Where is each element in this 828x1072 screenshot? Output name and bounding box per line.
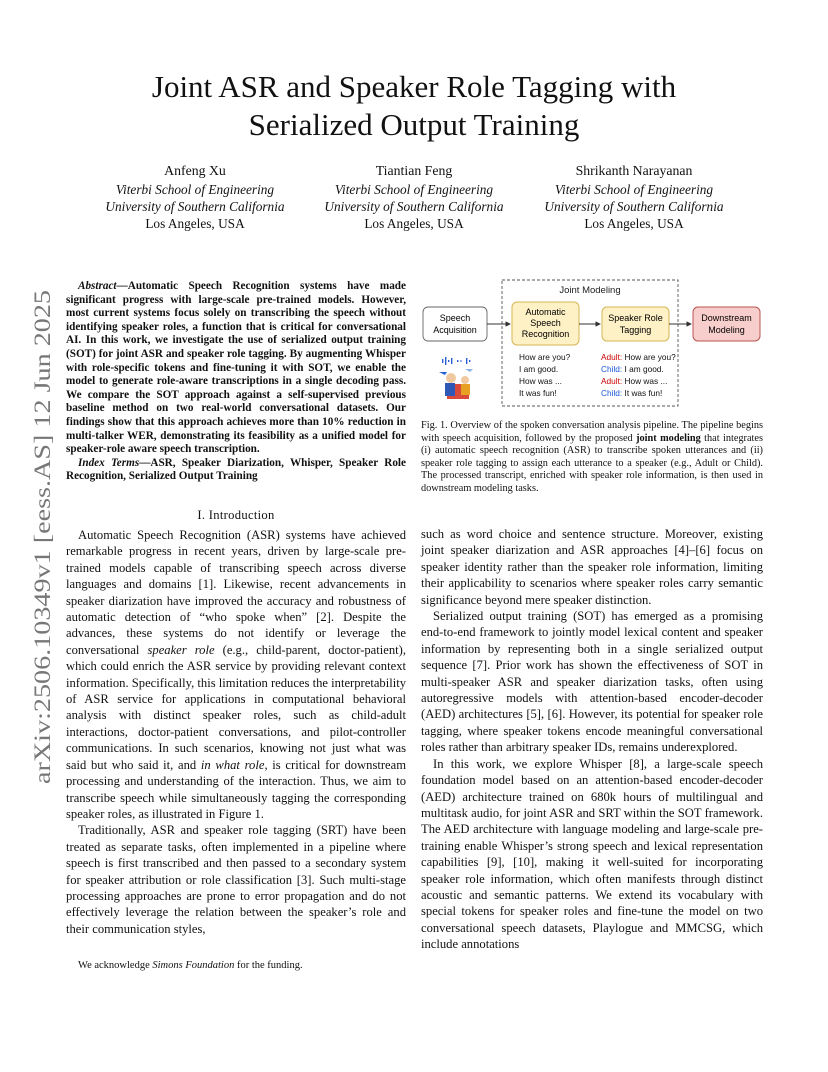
role-line: Child: It was fun! <box>601 388 663 398</box>
intro-paragraph-5: In this work, we explore Whisper [8], a large-scale speech foundation model based on an attention-based encoder-decoder (AED) architecture trained on 680k hours of multilingual and multitask audio, for joint ASR and SRT within the SOT framework. The AED architecture with language modeling and large-scale pre-training enable Whisper’s strong speech and lexical representation capabilities [9], [10], making it well-suited for incorporating speaker role information, which often manifests through distinct acoustic and semantic patterns. We extend its vocabulary with special tokens for speaker roles and fine-tune the model on two conversational speech datasets, Playlogue and MMCSG, which include annotations <box>421 756 763 952</box>
abstract-label: Abstract <box>78 280 117 292</box>
role-tag-child: Child: <box>601 388 623 398</box>
role-output-lines <box>601 352 676 398</box>
emphasis: speaker role <box>147 642 215 657</box>
right-column-body <box>421 526 763 953</box>
waveform-icon <box>442 357 470 365</box>
joint-modeling-label: Joint Modeling <box>559 285 621 296</box>
emphasis: in what role <box>200 757 265 772</box>
left-column-body <box>66 527 406 937</box>
author-name: Anfeng Xu <box>164 163 226 178</box>
author-univ: University of Southern California <box>105 199 285 214</box>
author-block-3 <box>519 162 749 232</box>
title-line-2: Serialized Output Training <box>248 107 580 142</box>
asr-line: I am good. <box>519 364 559 374</box>
author-name: Tiantian Feng <box>375 163 453 178</box>
intro-paragraph-1: Automatic Speech Recognition (ASR) systems have achieved remarkable progress in recent years, driven by large-scale pre-trained models capable of transcribing speech across diverse languages and domains [1]. Likewise, recent advancements in speaker diarization have improved the accuracy and robustness of automatic detection of “who spoke when” [2]. Despite the advances, these systems do not identify or leverage the conversational speaker role (e.g., child-parent, doctor-patient), which could enrich the ASR service by providing relevant context information. Specifically, this limitation reduces the interpretability of ASR service for applications in computational behavioral analysis with distinct speaker roles, such as child-adult interactions, doctor-patient conversations, and pilot-controller communications. In such scenarios, knowing not just what was said but who said it, and in what role, is critical for downstream processing and understanding of the interaction. Thus, we aim to transcribe speech while simultaneously tagging the corresponding speaker roles, as illustrated in Figure 1. <box>66 528 407 821</box>
author-location: Los Angeles, USA <box>364 216 464 231</box>
author-univ: University of Southern California <box>324 199 504 214</box>
figure-1-caption: Fig. 1. Overview of the spoken conversation analysis pipeline. The pipeline begins with speech acquisition, followed by the proposed joint modeling that integrates (i) automatic speech recognition (ASR) to transcribe spoken utterances and (ii) speaker role tagging to assign each utterance to a speaker (e.g., Adult or Child). The processed transcript, enriched with speaker role information, is then used in downstream modeling tasks. <box>421 420 763 494</box>
asr-line: How was ... <box>519 376 562 386</box>
asr-line: It was fun! <box>519 388 557 398</box>
section-heading-introduction: I. Introduction <box>197 508 275 522</box>
paper-title <box>60 68 768 144</box>
author-location: Los Angeles, USA <box>145 216 245 231</box>
downstream-label: Modeling <box>708 325 745 335</box>
author-dept: Viterbi School of Engineering <box>115 182 275 197</box>
asr-output-lines <box>519 352 571 398</box>
asr-label: Recognition <box>521 329 570 339</box>
abstract-paragraph <box>66 280 406 457</box>
role-tag-adult: Adult: <box>601 352 623 362</box>
author-location: Los Angeles, USA <box>584 216 684 231</box>
caption-label: Fig. 1. <box>421 420 448 431</box>
title-line-1: Joint ASR and Speaker Role Tagging with <box>151 69 677 104</box>
speech-acquisition-label: Acquisition <box>433 325 477 335</box>
role-line: Adult: How was ... <box>601 376 668 386</box>
asr-line: How are you? <box>519 352 571 362</box>
role-line: Child: I am good. <box>601 364 664 374</box>
intro-paragraph-2: Traditionally, ASR and speaker role tagging (SRT) have been treated as separate tasks, often implemented in a pipeline where speech is first transcribed and then passed to a secondary system for speaker attribution or role classification [3]. Such multi-stage processing approaches are prone to error propagation and do not effectively leverage the relation between the speaker’s role and their communication styles, <box>66 823 406 936</box>
abstract-text: —Automatic Speech Recognition systems have made significant progress with large-scale pre-trained models. However, most current systems focus solely on transcribing the speech without identifying speaker roles, a function that is critical for conversational AI. In this work, we investigate the use of serialized output training (SOT) for joint ASR and speaker role tagging. By augmenting Whisper with role-specific tokens and fine-tuning it with SOT, we enable the model to generate role-aware transcriptions in a single decoding pass. We compare the SOT approach against a self-supervised previous baseline method on two real-world conversational datasets. Our findings show that this approach achieves more than 10% reduction in multi-talker WER, demonstrating its feasibility as a unified model for speaker-role aware speech transcription. <box>66 280 406 456</box>
index-terms <box>66 457 406 484</box>
srt-label: Tagging <box>619 325 652 335</box>
figure-1 <box>421 276 763 416</box>
conversation-people-icon <box>439 369 473 399</box>
intro-paragraph-3: such as word choice and sentence structure. Moreover, existing joint speaker diarization and ASR approaches [4]–[6] focus on speaker identity rather than the speaker role information, limiting their applicability to scenarios where speaker roles carry semantic significance beyond mere speaker distinction. <box>421 527 763 607</box>
downstream-label: Downstream <box>701 313 752 323</box>
srt-label: Speaker Role <box>608 313 663 323</box>
author-block-1 <box>80 162 310 232</box>
asr-label: Automatic <box>525 307 566 317</box>
abstract <box>66 280 406 484</box>
author-dept: Viterbi School of Engineering <box>554 182 714 197</box>
caption-bold: joint modeling <box>636 432 701 444</box>
speech-acquisition-label: Speech <box>439 313 471 323</box>
role-tag-child: Child: <box>601 364 623 374</box>
author-univ: University of Southern California <box>544 199 724 214</box>
index-terms-text: —ASR, Speaker Diarization, Whisper, Speaker Role Recognition, Serialized Output Training <box>66 456 406 483</box>
index-terms-label: Index Terms <box>78 456 140 469</box>
author-name: Shrikanth Narayanan <box>575 163 693 178</box>
funding-footnote: We acknowledge Simons Foundation for the funding. <box>78 960 303 971</box>
author-dept: Viterbi School of Engineering <box>334 182 494 197</box>
emphasis: Simons Foundation <box>152 960 235 971</box>
author-block-2 <box>299 162 529 232</box>
arxiv-stamp-text: arXiv:2506.10349v1 [eess.AS] 12 Jun 2025 <box>30 380 55 784</box>
asr-label: Speech <box>530 318 561 328</box>
role-line: Adult: How are you? <box>601 352 676 362</box>
arxiv-stamp <box>10 290 66 790</box>
intro-paragraph-4: Serialized output training (SOT) has emerged as a promising end-to-end framework to jointly model lexical content and speaker information by representing both in a single serialized output sequence [7]. Prior work has shown the effectiveness of SOT in multi-speaker ASR and speaker diarization tasks, often using autoregressive models with attention-based encoder-decoder (AED) architectures [5], [6]. However, its potential for speaker role tagging, where speaker tokens encode meaningful conversational roles rather than arbitrary speaker IDs, remains underexplored. <box>421 609 763 755</box>
role-tag-adult: Adult: <box>601 376 623 386</box>
